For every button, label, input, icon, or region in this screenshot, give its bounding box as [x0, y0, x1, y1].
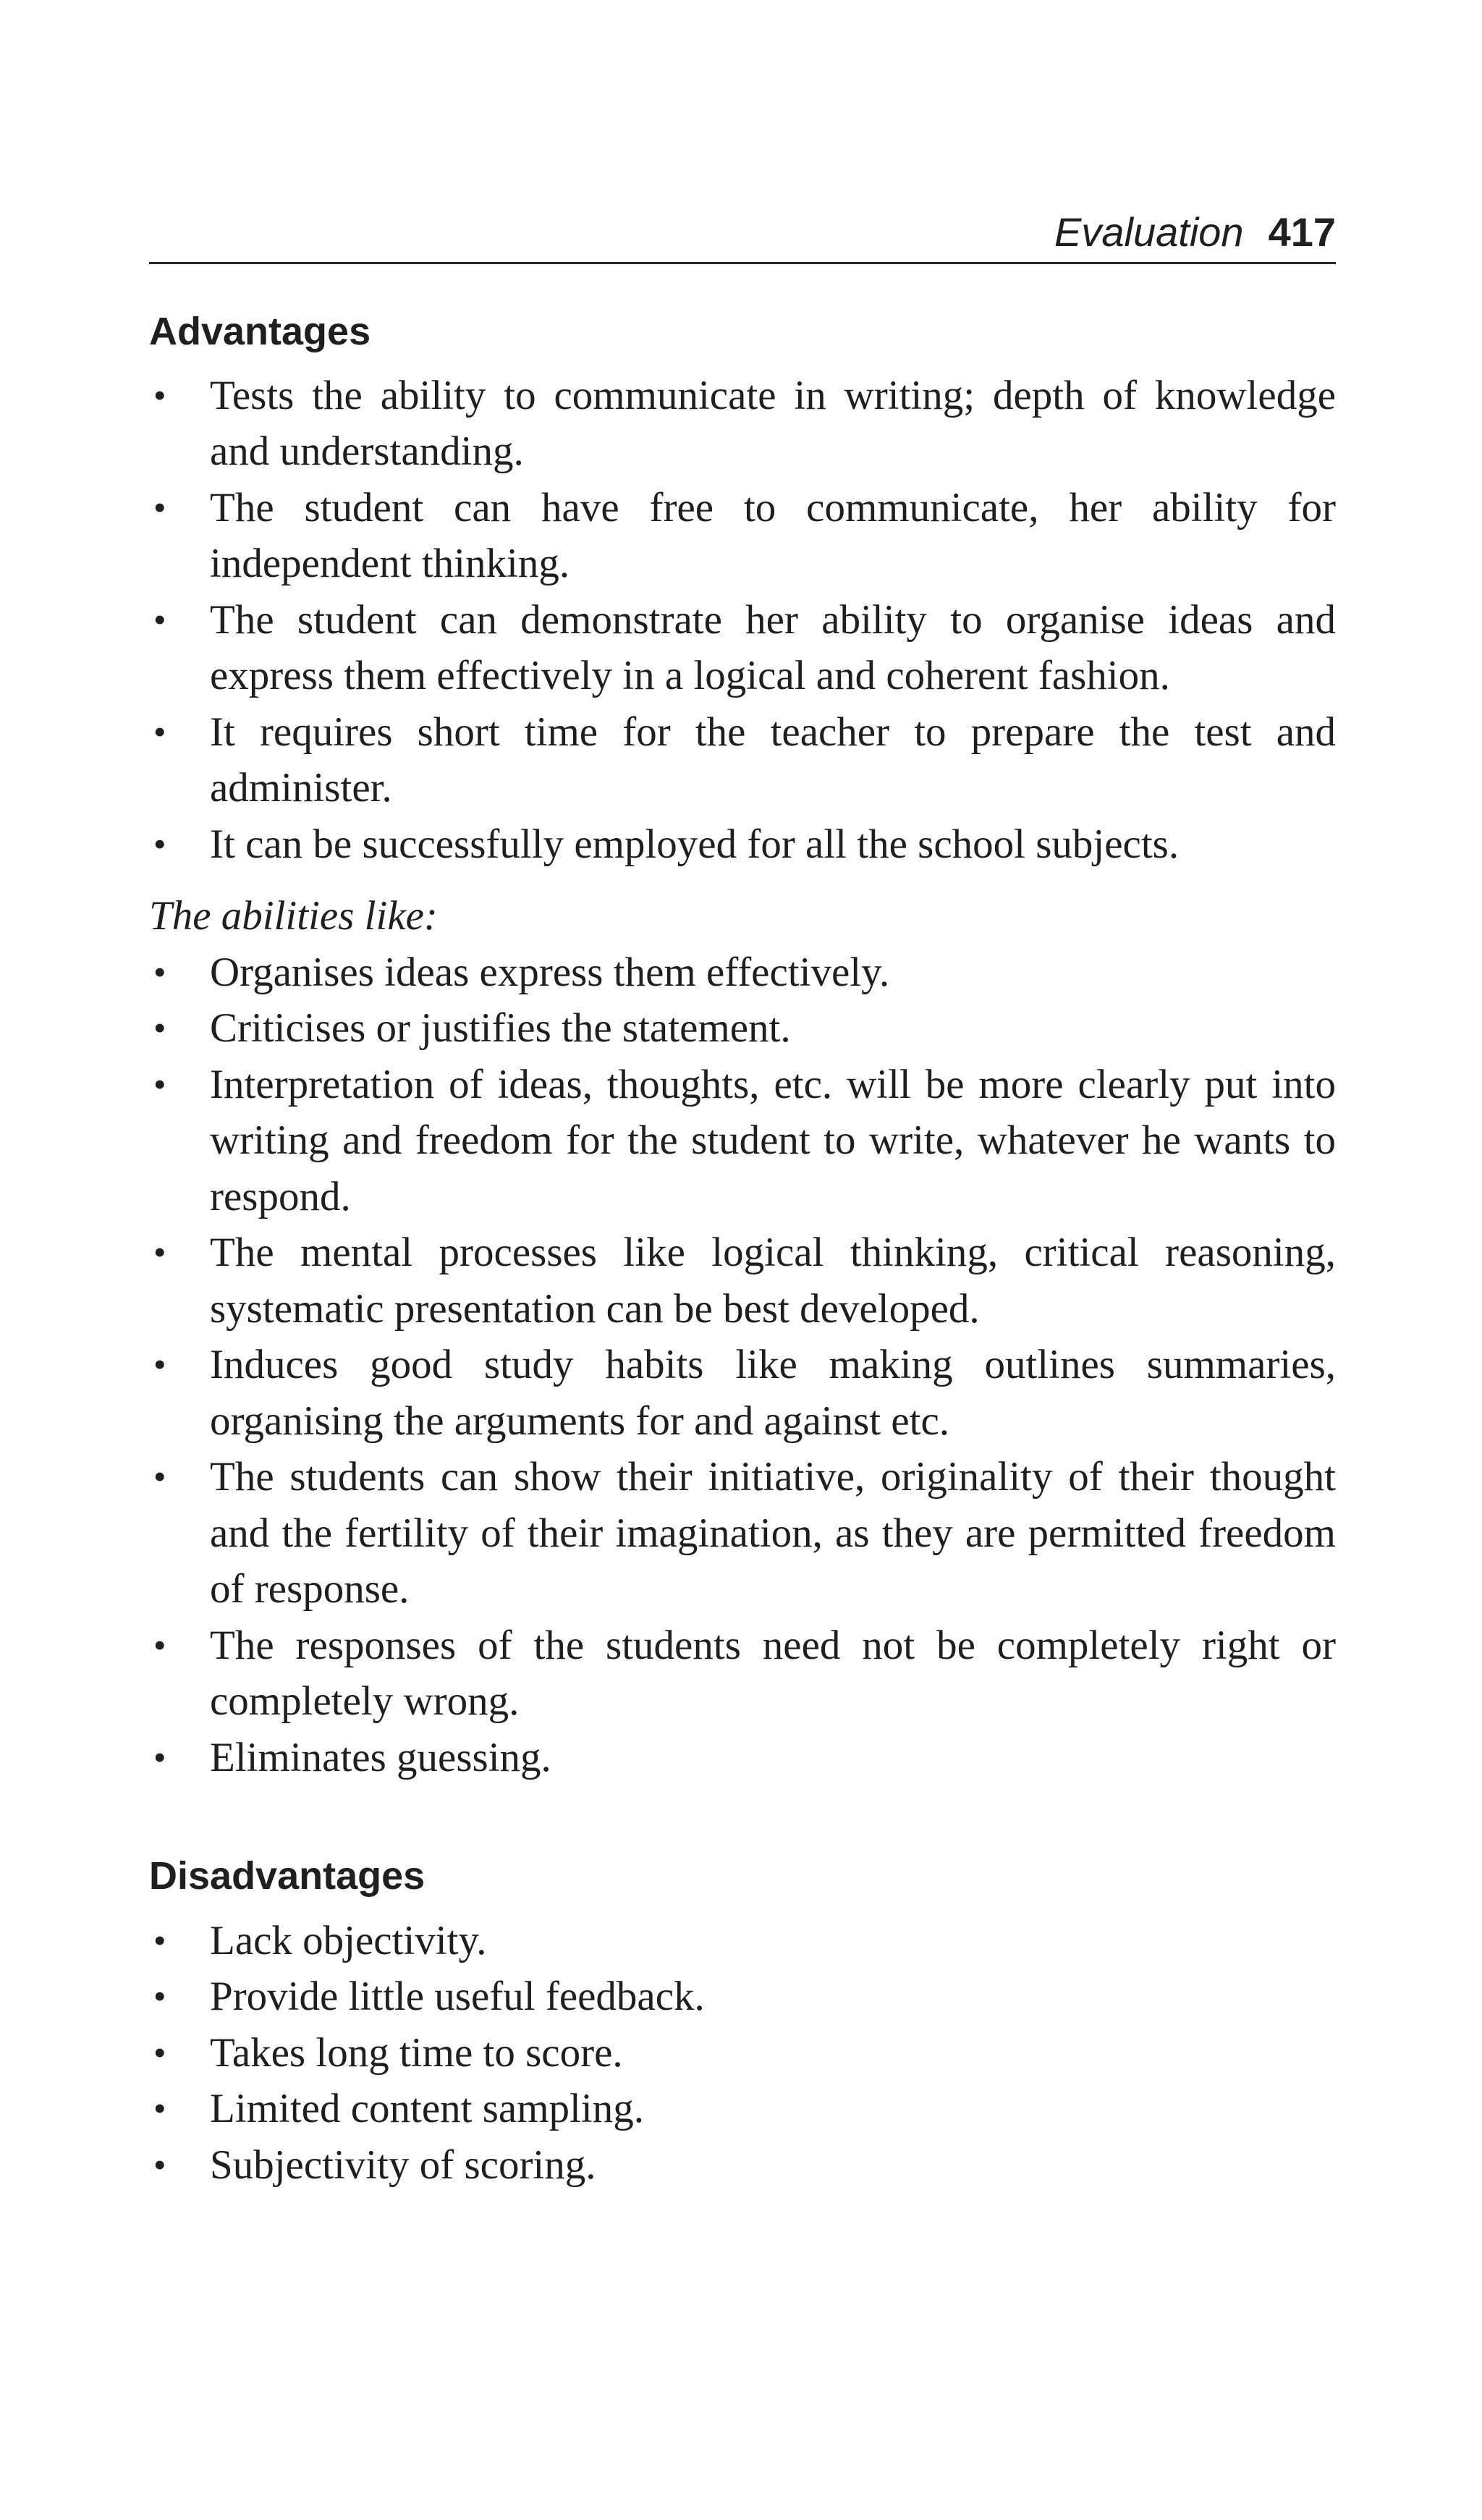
bullet-icon: • [153, 486, 166, 528]
list-item [149, 1913, 1336, 1969]
bullet-icon: • [153, 951, 166, 992]
bullet-icon: • [153, 1063, 166, 1104]
list-item-text: Induces good study habits like making outlines summaries, organising the arguments for and against etc. [210, 1342, 1336, 1444]
list-item [149, 368, 1336, 480]
bullet-icon: • [153, 1976, 166, 2017]
bullet-icon: • [153, 1456, 166, 1497]
list-item-text: Organises ideas express them effectively. [210, 949, 890, 995]
list-item [149, 592, 1336, 704]
bullet-icon: • [153, 599, 166, 640]
list-item-text: It can be successfully employed for all the school subjects. [210, 821, 1180, 867]
abilities-subheading: The abilities like: [149, 893, 438, 939]
running-head-title: Evaluation [1054, 209, 1244, 255]
disadvantages-list [149, 1913, 1336, 2194]
list-item [149, 1449, 1336, 1618]
list-item-text: The mental processes like logical thinking, critical reasoning, systematic presentation can be best developed. [210, 1230, 1336, 1332]
list-item [149, 704, 1336, 816]
list-item-text: Limited content sampling. [210, 2086, 644, 2132]
list-item [149, 1057, 1336, 1225]
list-item-text: The student can demonstrate her ability to organise ideas and express them effectively in a logical and coherent fashion. [210, 596, 1336, 699]
bullet-icon: • [153, 2031, 166, 2073]
list-item-text: Provide little useful feedback. [210, 1974, 705, 2020]
abilities-list [149, 944, 1336, 1786]
list-item [149, 1969, 1336, 2025]
bullet-icon: • [153, 711, 166, 752]
bullet-icon: • [153, 1007, 166, 1049]
list-item [149, 2081, 1336, 2137]
book-page [149, 210, 1336, 2193]
list-item [149, 480, 1336, 592]
bullet-icon: • [153, 1919, 166, 1961]
list-item [149, 1225, 1336, 1337]
list-item [149, 1730, 1336, 1786]
list-item [149, 1618, 1336, 1730]
list-item [149, 2025, 1336, 2081]
bullet-icon: • [153, 2088, 166, 2129]
list-item-text: The student can have free to communicate, her ability for independent thinking. [210, 484, 1336, 587]
bullet-icon: • [153, 1344, 166, 1385]
bullet-icon: • [153, 823, 166, 864]
list-item-text: It requires short time for the teacher to prepare the test and administer. [210, 709, 1336, 811]
page-number: 417 [1268, 209, 1336, 255]
list-item-text: Subjectivity of scoring. [210, 2141, 596, 2188]
running-head [149, 210, 1336, 264]
list-item-text: Lack objectivity. [210, 1917, 487, 1963]
advantages-heading: Advantages [149, 309, 371, 353]
bullet-icon: • [153, 1624, 166, 1665]
list-item [149, 1337, 1336, 1449]
list-item-text: The students can show their initiative, originality of their thought and the fertility of their imagination, as they are permitted freedom of response. [210, 1454, 1336, 1612]
list-item [149, 816, 1336, 873]
list-item-text: Eliminates guessing. [210, 1734, 551, 1780]
bullet-icon: • [153, 1736, 166, 1777]
advantages-list [149, 368, 1336, 873]
bullet-icon: • [153, 1232, 166, 1273]
list-item-text: Interpretation of ideas, thoughts, etc. will be more clearly put into writing and freedom for the student to write, whatever he wants to respond. [210, 1061, 1336, 1219]
bullet-icon: • [153, 2144, 166, 2185]
disadvantages-heading: Disadvantages [149, 1854, 425, 1898]
list-item-text: The responses of the students need not be completely right or completely wrong. [210, 1622, 1336, 1725]
list-item-text: Tests the ability to communicate in writing; depth of knowledge and understanding. [210, 372, 1336, 475]
list-item [149, 1000, 1336, 1057]
bullet-icon: • [153, 374, 166, 415]
list-item-text: Takes long time to score. [210, 2029, 623, 2076]
list-item [149, 944, 1336, 1001]
list-item [149, 2137, 1336, 2194]
list-item-text: Criticises or justifies the statement. [210, 1005, 791, 1052]
